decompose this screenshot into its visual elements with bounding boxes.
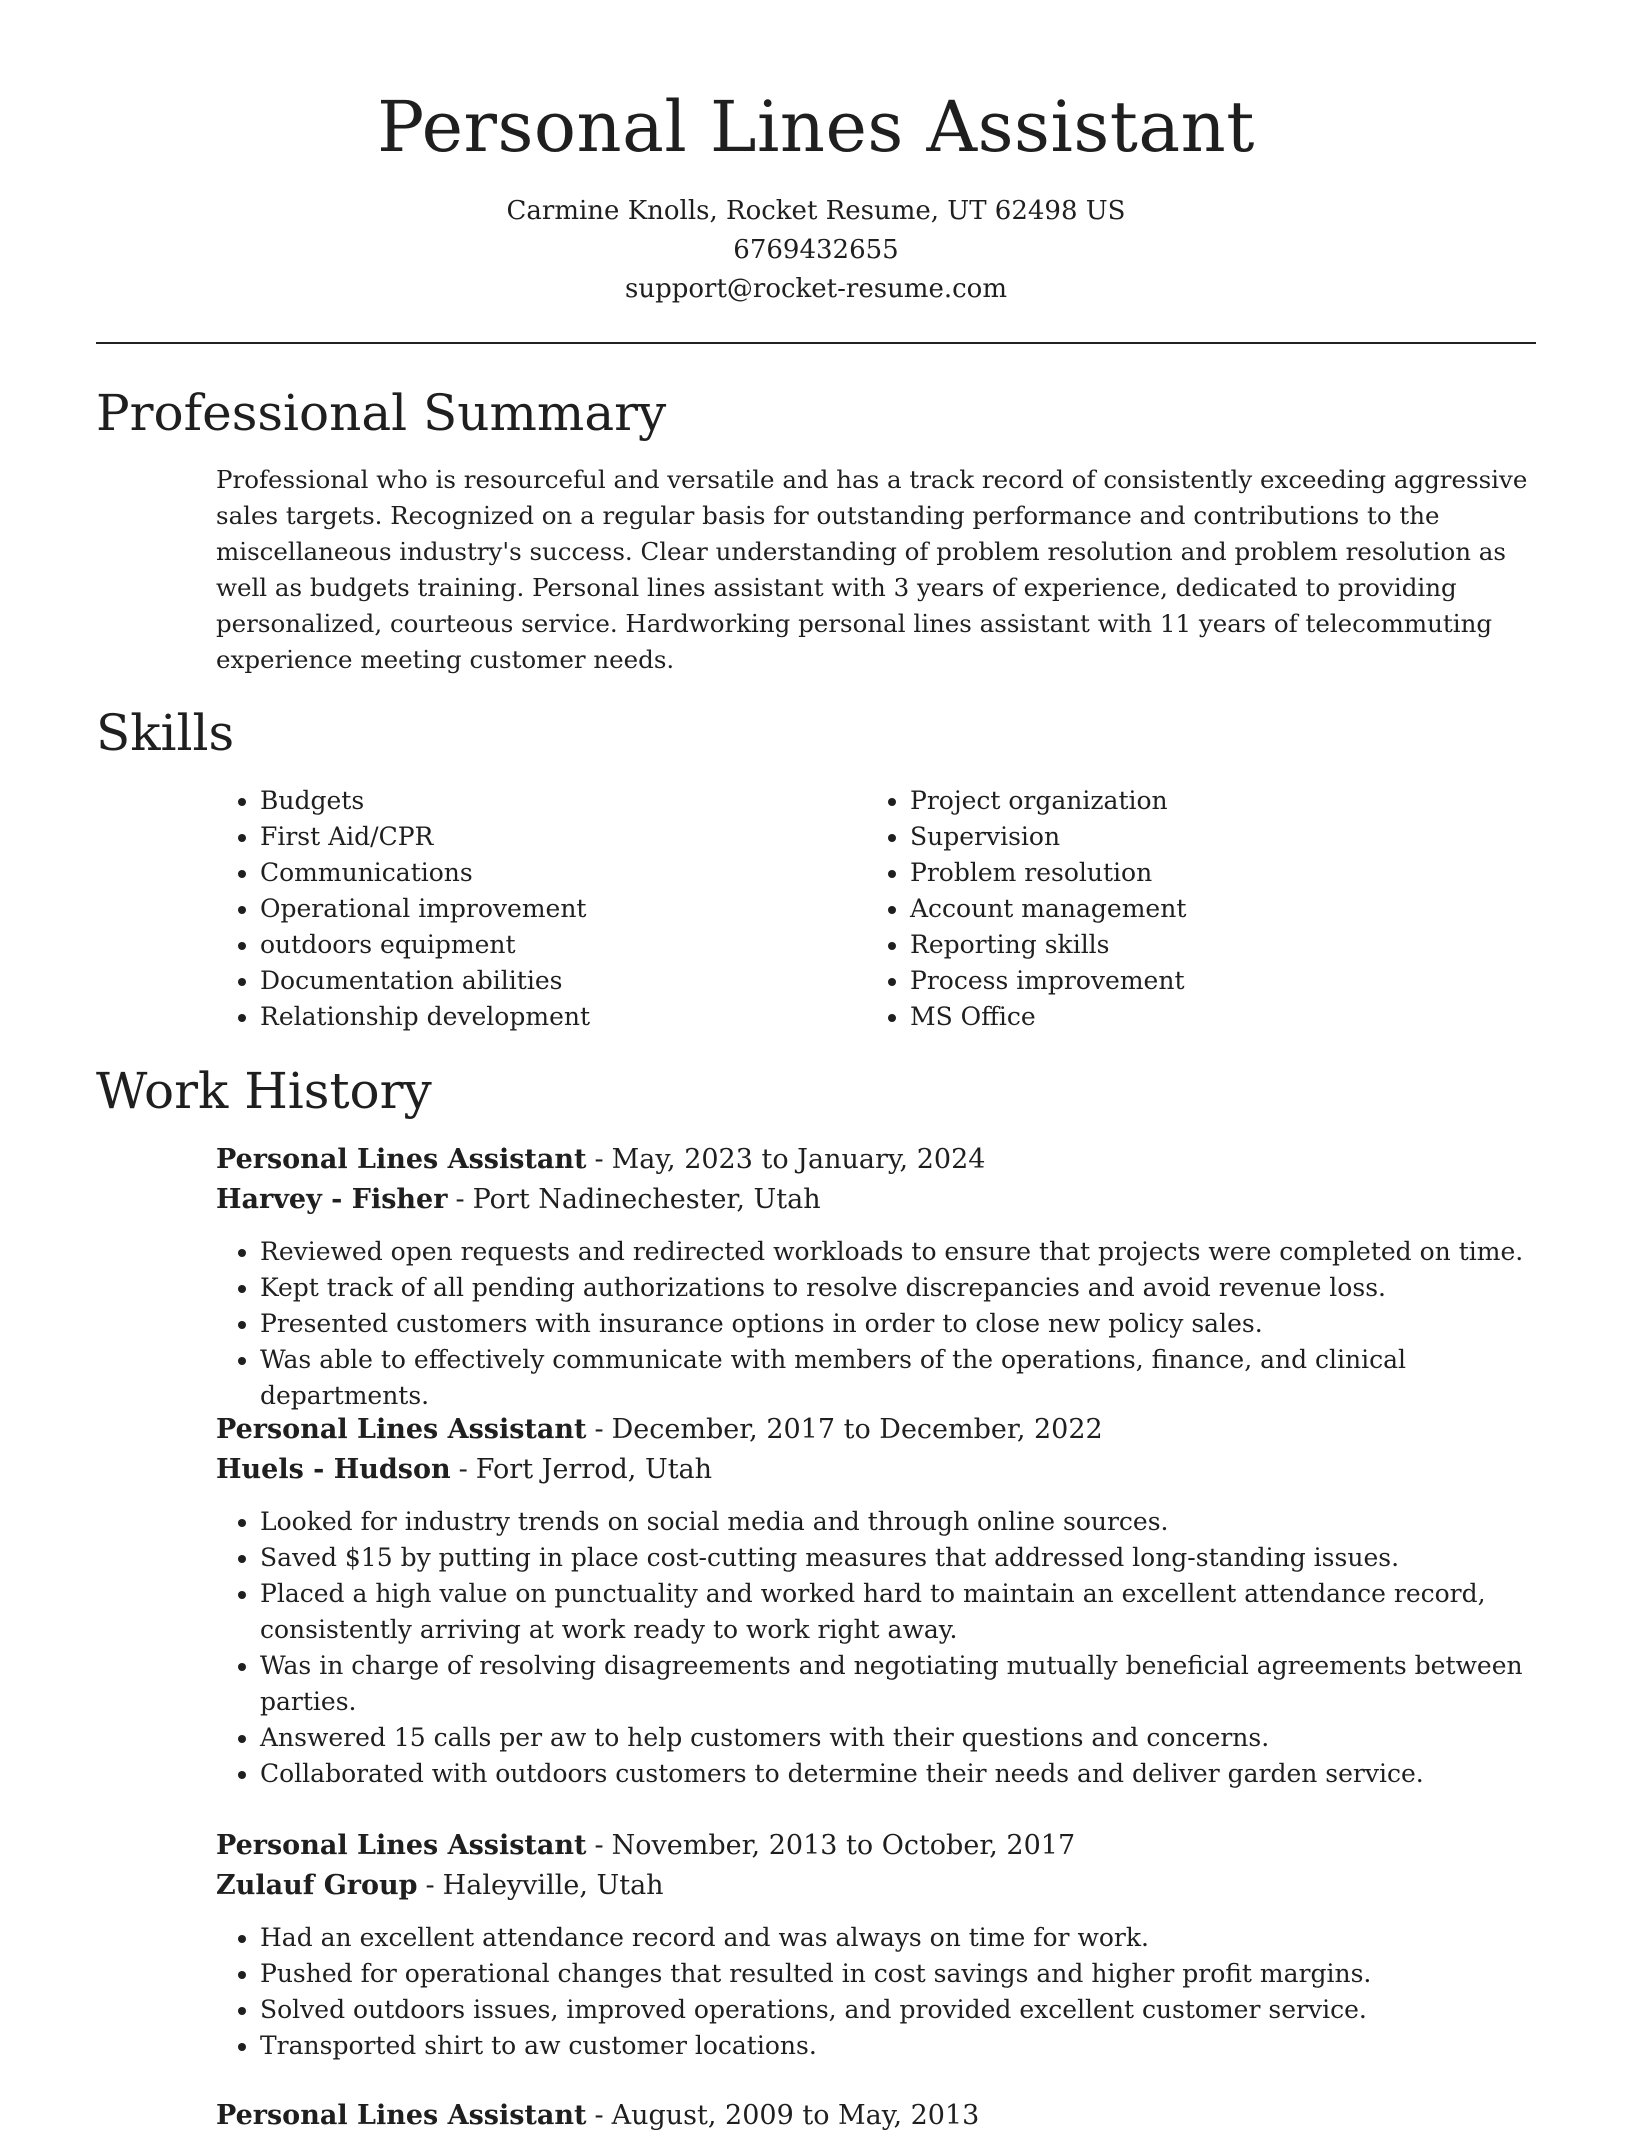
skill-item: • Reporting skills bbox=[910, 927, 1186, 963]
job-role: Personal Lines Assistant bbox=[216, 1414, 587, 1445]
header-divider bbox=[96, 342, 1536, 344]
candidate-title: Personal Lines Assistant bbox=[377, 86, 1255, 168]
skill-item: • Documentation abilities bbox=[260, 963, 590, 999]
job-bullet: • Looked for industry trends on social media and through online sources. bbox=[260, 1504, 1540, 1540]
job-bullet: • Placed a high value on punctuality and worked hard to maintain an excellent attendance record, consistently arriving at work ready to work right away. bbox=[260, 1576, 1540, 1648]
section-title-work-history: Work History bbox=[96, 1062, 432, 1120]
job-entry bbox=[216, 1410, 1540, 1792]
job-bullet: • Pushed for operational changes that resulted in cost savings and higher profit margins. bbox=[260, 1956, 1540, 1992]
skill-item: • Operational improvement bbox=[260, 891, 590, 927]
skill-item: • Process improvement bbox=[910, 963, 1186, 999]
job-company-line: Zulauf Group - Haleyville, Utah bbox=[216, 1870, 664, 1901]
job-bullets bbox=[216, 1234, 1540, 1414]
job-bullet: • Kept track of all pending authorizations to resolve discrepancies and avoid revenue loss. bbox=[260, 1270, 1540, 1306]
job-location: Fort Jerrod, Utah bbox=[475, 1454, 713, 1485]
skill-item: • Account management bbox=[910, 891, 1186, 927]
job-company: Huels - Hudson bbox=[216, 1454, 451, 1485]
skill-item: • Problem resolution bbox=[910, 855, 1186, 891]
job-dates: November, 2013 to October, 2017 bbox=[611, 1830, 1076, 1861]
job-entry bbox=[216, 1826, 1540, 2064]
job-role: Personal Lines Assistant bbox=[216, 2100, 587, 2131]
skill-item: • outdoors equipment bbox=[260, 927, 590, 963]
skill-item: • First Aid/CPR bbox=[260, 819, 590, 855]
skills-list-left bbox=[216, 783, 590, 1035]
job-bullet: • Was able to effectively communicate with members of the operations, finance, and clinical departments. bbox=[260, 1342, 1540, 1414]
job-bullet: • Answered 15 calls per aw to help customers with their questions and concerns. bbox=[260, 1720, 1540, 1756]
job-dates: December, 2017 to December, 2022 bbox=[611, 1414, 1103, 1445]
skills-list-right bbox=[866, 783, 1186, 1035]
section-title-summary: Professional Summary bbox=[96, 384, 667, 442]
job-bullet: • Solved outdoors issues, improved operations, and provided excellent customer service. bbox=[260, 1992, 1540, 2028]
skill-item: • Relationship development bbox=[260, 999, 590, 1035]
job-bullet: • Collaborated with outdoors customers to determine their needs and deliver garden service. bbox=[260, 1756, 1540, 1792]
contact-address: Carmine Knolls, Rocket Resume, UT 62498 US bbox=[506, 196, 1126, 226]
skill-item: • Budgets bbox=[260, 783, 590, 819]
job-company: Zulauf Group bbox=[216, 1870, 418, 1901]
job-location: Haleyville, Utah bbox=[442, 1870, 664, 1901]
job-dates: May, 2023 to January, 2024 bbox=[611, 1144, 986, 1175]
job-company-line: Huels - Hudson - Fort Jerrod, Utah bbox=[216, 1454, 713, 1485]
job-company: Harvey - Fisher bbox=[216, 1184, 448, 1215]
skill-item: • MS Office bbox=[910, 999, 1186, 1035]
job-bullet: • Presented customers with insurance options in order to close new policy sales. bbox=[260, 1306, 1540, 1342]
skill-item: • Communications bbox=[260, 855, 590, 891]
job-role: Personal Lines Assistant bbox=[216, 1830, 587, 1861]
contact-email: support@rocket-resume.com bbox=[624, 274, 1007, 304]
skill-item: • Supervision bbox=[910, 819, 1186, 855]
resume-header bbox=[0, 0, 1632, 309]
job-company-line: Harvey - Fisher - Port Nadinechester, Utah bbox=[216, 1184, 821, 1215]
job-bullets bbox=[216, 1504, 1540, 1792]
job-bullet: • Had an excellent attendance record and was always on time for work. bbox=[260, 1920, 1540, 1956]
contact-phone: 6769432655 bbox=[733, 235, 899, 265]
section-title-skills: Skills bbox=[96, 704, 235, 762]
job-entry bbox=[216, 1140, 1540, 1414]
skill-item: • Project organization bbox=[910, 783, 1186, 819]
job-role-line: Personal Lines Assistant - November, 2013 to October, 2017 bbox=[216, 1830, 1076, 1861]
job-role: Personal Lines Assistant bbox=[216, 1144, 587, 1175]
job-role-line: Personal Lines Assistant - August, 2009 to May, 2013 bbox=[216, 2100, 980, 2131]
contact-block bbox=[0, 192, 1632, 309]
job-role-line: Personal Lines Assistant - December, 2017 to December, 2022 bbox=[216, 1414, 1103, 1445]
job-bullet: • Was in charge of resolving disagreements and negotiating mutually beneficial agreements between parties. bbox=[260, 1648, 1540, 1720]
job-bullets bbox=[216, 1920, 1540, 2064]
job-entry bbox=[216, 2096, 1540, 2136]
job-bullet: • Transported shirt to aw customer locations. bbox=[260, 2028, 1540, 2064]
job-bullet: • Saved $15 by putting in place cost-cutting measures that addressed long-standing issues. bbox=[260, 1540, 1540, 1576]
job-bullet: • Reviewed open requests and redirected workloads to ensure that projects were completed on time. bbox=[260, 1234, 1540, 1270]
job-dates: August, 2009 to May, 2013 bbox=[611, 2100, 980, 2131]
job-role-line: Personal Lines Assistant - May, 2023 to January, 2024 bbox=[216, 1144, 986, 1175]
summary-text: Professional who is resourceful and versatile and has a track record of consistently exceeding aggressive sales targets. Recognized on a regular basis for outstanding performance and contributions to the miscellaneous industry's success. Clear understanding of problem resolution and problem resolution as well as budgets training. Personal lines assistant with 3 years of experience, dedicated to providing personalized, courteous service. Hardworking personal lines assistant with 11 years of telecommuting experience meeting customer needs. bbox=[216, 465, 1528, 674]
job-location: Port Nadinechester, Utah bbox=[472, 1184, 821, 1215]
